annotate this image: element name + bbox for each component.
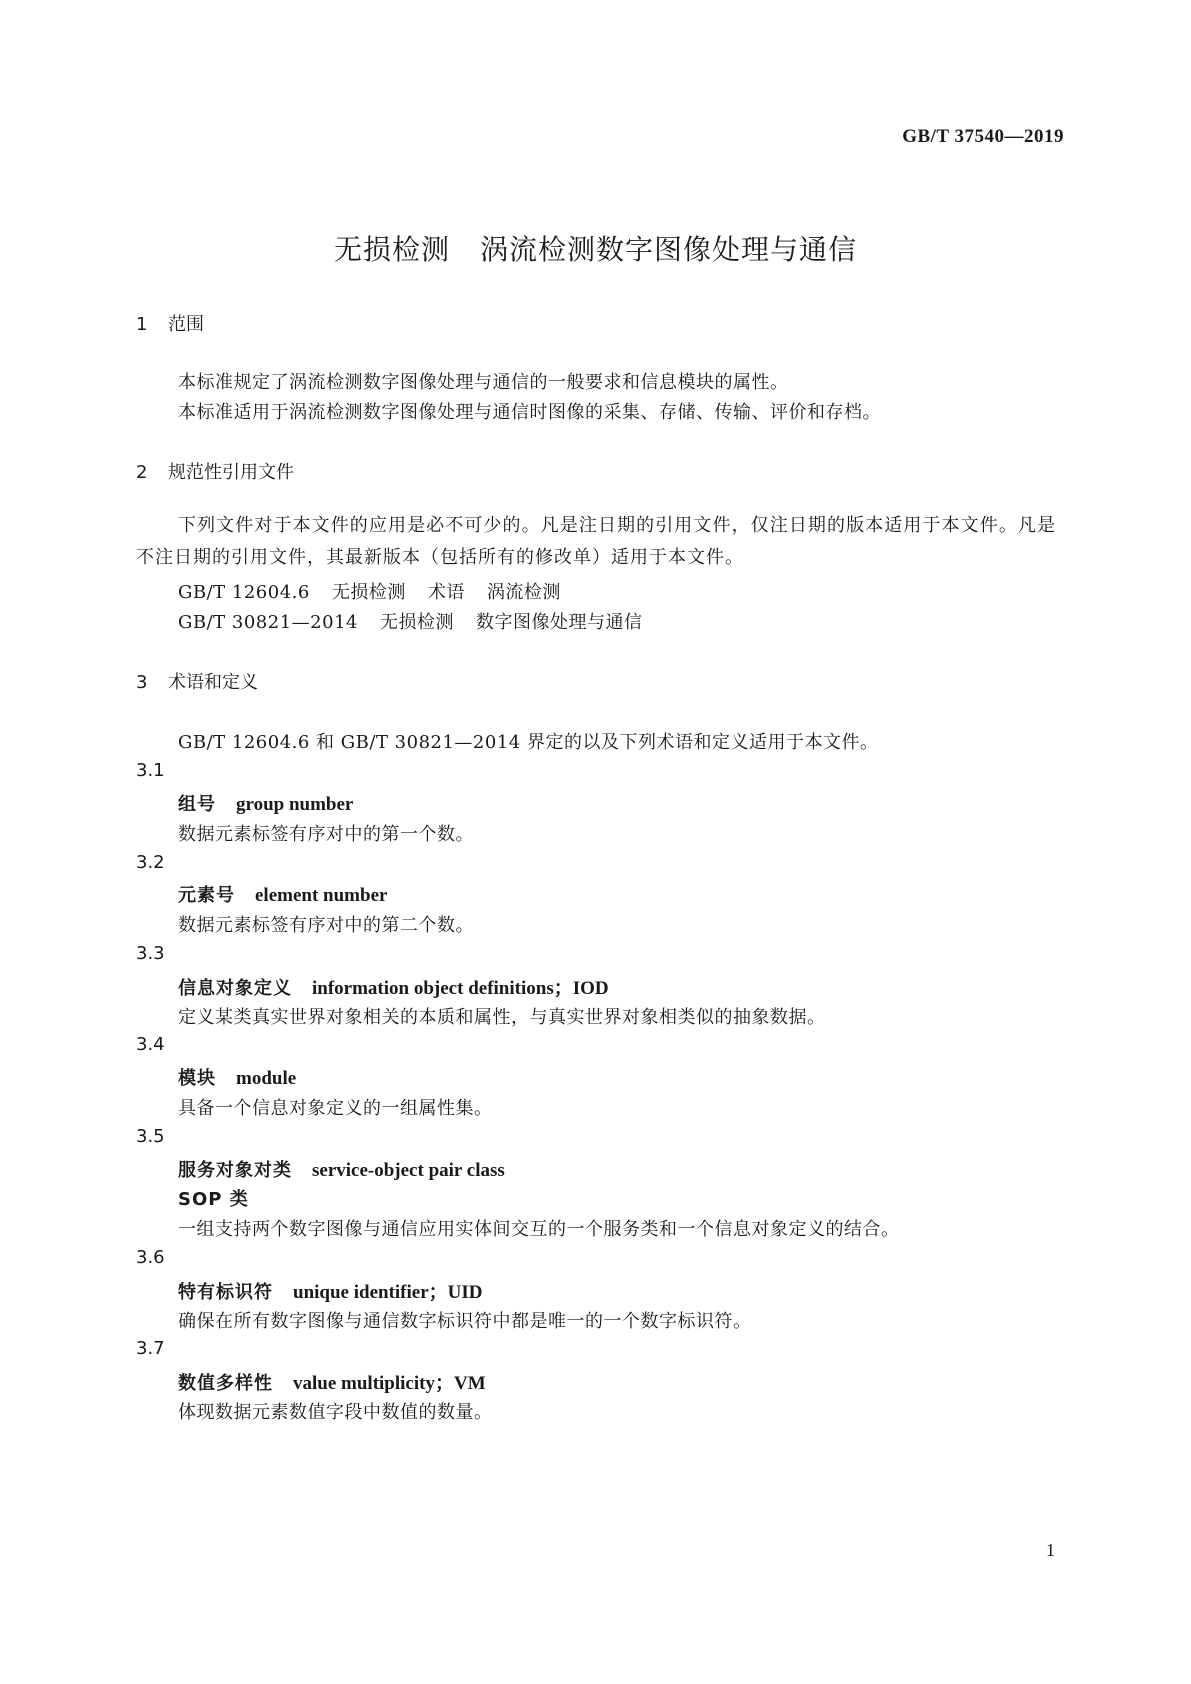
section-number: 3: [136, 672, 148, 693]
term-number: 3.7: [136, 1338, 165, 1359]
term-definition: 一组支持两个数字图像与通信应用实体间交互的一个服务类和一个信息对象定义的结合。: [178, 1219, 900, 1240]
title-part2: 涡流检测数字图像处理与通信: [480, 233, 858, 266]
term-name: [178, 1064, 296, 1090]
term-number: 3.6: [136, 1247, 165, 1268]
term-name-zh: 特有标识符: [178, 1282, 273, 1303]
term-name-zh: 元素号: [178, 885, 235, 906]
section-title: 规范性引用文件: [168, 462, 294, 483]
term-number: 3.2: [136, 852, 165, 873]
term-name-en: service-object pair class: [312, 1160, 505, 1181]
term-name: [178, 790, 353, 816]
page-number: 1: [1046, 1540, 1055, 1560]
title-part1: 无损检测: [333, 233, 450, 266]
normative-paragraph: 下列文件对于本文件的应用是必不可少的。凡是注日期的引用文件，仅注日期的版本适用于本文件。凡是不注日期的引用文件，其最新版本（包括所有的修改单）适用于本文件。: [136, 515, 1056, 568]
section-heading-normative: [136, 458, 294, 484]
term-name-en: value multiplicity；VM: [293, 1373, 486, 1394]
term-definition: 数据元素标签有序对中的第一个数。: [178, 824, 474, 845]
term-definition: 体现数据元素数值字段中数值的数量。: [178, 1402, 493, 1423]
term-name: [178, 973, 609, 1000]
reference-title: 术语: [427, 582, 465, 603]
document-title: [0, 228, 1191, 268]
section-title: 术语和定义: [168, 672, 258, 693]
term-number: 3.5: [136, 1126, 165, 1147]
reference-title: 涡流检测: [486, 582, 561, 603]
term-alt: SOP 类: [178, 1189, 249, 1210]
term-number: 3.1: [136, 760, 165, 781]
term-definition: 具备一个信息对象定义的一组属性集。: [178, 1098, 493, 1119]
standard-code: GB/T 37540—2019: [902, 126, 1064, 147]
term-name-zh: 服务对象对类: [178, 1160, 292, 1181]
scope-paragraph-1: 本标准规定了涡流检测数字图像处理与通信的一般要求和信息模块的属性。: [178, 372, 789, 393]
term-name-zh: 信息对象定义: [178, 978, 292, 999]
reference-title: 无损检测: [331, 582, 406, 603]
term-definition: 数据元素标签有序对中的第二个数。: [178, 915, 474, 936]
term-name-en: unique identifier；UID: [293, 1282, 483, 1303]
reference-title: 无损检测: [379, 612, 454, 633]
term-name: [178, 1368, 486, 1395]
term-name-en: element number: [255, 885, 388, 906]
section-number: 2: [136, 462, 148, 483]
section-number: 1: [136, 314, 148, 335]
term-name-zh: 组号: [178, 794, 216, 815]
reference-code: GB/T 30821—2014: [178, 612, 358, 633]
term-abbreviation: [178, 1185, 249, 1211]
term-name: [178, 881, 387, 907]
term-definition: 定义某类真实世界对象相关的本质和属性，与真实世界对象相类似的抽象数据。: [178, 1007, 826, 1028]
section-heading-scope: [136, 310, 204, 336]
term-definition: 确保在所有数字图像与通信数字标识符中都是唯一的一个数字标识符。: [178, 1311, 752, 1332]
term-name: [178, 1277, 483, 1304]
term-name-en: module: [236, 1068, 297, 1089]
term-name-zh: 模块: [178, 1068, 216, 1089]
reference-item: [178, 578, 561, 604]
section-title: 范围: [168, 314, 204, 335]
term-name-en: group number: [236, 794, 354, 815]
terms-intro: GB/T 12604.6 和 GB/T 30821—2014 界定的以及下列术语和定义适用于本文件。: [178, 732, 879, 753]
reference-item: [178, 608, 642, 634]
reference-title: 数字图像处理与通信: [475, 612, 643, 633]
term-name-zh: 数值多样性: [178, 1373, 273, 1394]
term-name-en: information object definitions；IOD: [312, 978, 609, 999]
term-number: 3.3: [136, 943, 165, 964]
section-heading-terms: [136, 668, 258, 694]
term-name: [178, 1156, 505, 1182]
term-number: 3.4: [136, 1034, 165, 1055]
reference-code: GB/T 12604.6: [178, 582, 310, 603]
scope-paragraph-2: 本标准适用于涡流检测数字图像处理与通信时图像的采集、存储、传输、评价和存档。: [178, 402, 881, 423]
